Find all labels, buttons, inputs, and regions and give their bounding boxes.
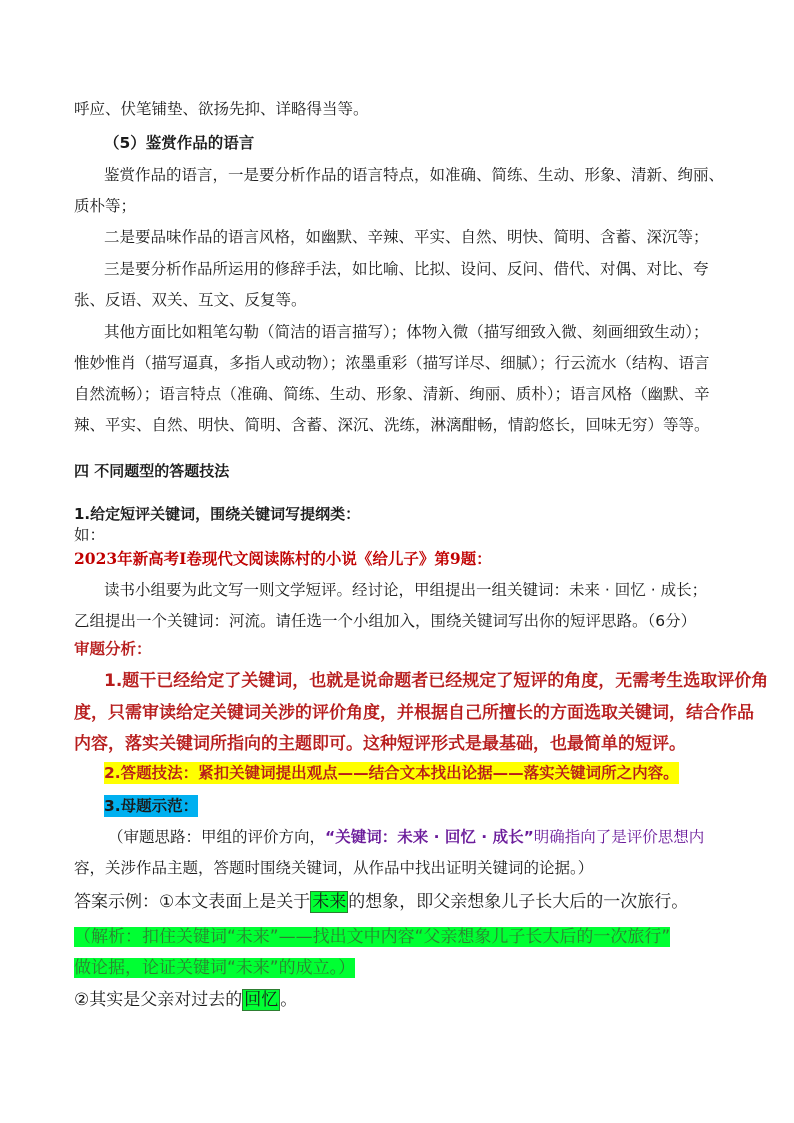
section-heading: 四 不同题型的答题技法 [74, 462, 230, 480]
analysis-label: 审题分析： [74, 640, 152, 658]
paragraph-line: 张、反语、双关、互文、反复等。 [74, 291, 307, 309]
analysis-line: 1.题干已经给定了关键词，也就是说命题者已经规定了短评的角度，无需考生选取评价角 [104, 671, 769, 691]
subheading-language: （5）鉴赏作品的语言 [104, 134, 255, 152]
analysis-line: 内容，落实关键词所指向的主题即可。这种短评形式是最基础，也最简单的短评。 [74, 734, 686, 754]
answer-line: 答案示例：①本文表面上是关于 未来 的想象，即父亲想象儿子长大后的一次旅行。 [74, 892, 689, 912]
paragraph-line: 其他方面比如粗笔勾勒（简洁的语言描写）；体物入微（描写细致入微、刻画细致生动）； [104, 323, 709, 341]
paragraph-line: 呼应、伏笔铺垫、欲扬先抑、详略得当等。 [74, 100, 369, 118]
model-label: 3.母题示范： [104, 797, 199, 815]
paragraph-line: 三是要分析作品所运用的修辞手法，如比喻、比拟、设问、反问、借代、对偶、对比、夸 [104, 260, 709, 278]
keyword-phrase: “关键词：未来 · 回忆 · 成长” [325, 828, 534, 846]
technique-line: 2.答题技法：紧扣关键词提出观点——结合文本找出论据——落实关键词所之内容。 [104, 764, 679, 782]
paragraph-line: 质朴等； [74, 197, 137, 215]
question-line: 乙组提出一个关键词：河流。请任选一个小组加入，围绕关键词写出你的短评思路。（6分） [74, 612, 697, 630]
keyword-highlight: 回忆 [244, 990, 279, 1010]
answer-line: ②其实是父亲对过去的 回忆 。 [74, 990, 298, 1010]
paragraph-line: 自然流畅）；语言特点（准确、简练、生动、形象、清新、绚丽、质朴）；语言风格（幽默、辛 [74, 385, 710, 403]
paragraph-line: 二是要品味作品的语言风格，如幽默、辛辣、平实、自然、明快、简明、含蓄、深沉等； [104, 228, 709, 246]
reasoning-line: （审题思路：甲组的评价方向，“关键词：未来 · 回忆 · 成长”明确指向了是评价思想内 [108, 828, 705, 846]
paragraph-line: 鉴赏作品的语言，一是要分析作品的语言特点，如准确、简练、生动、形象、清新、绚丽、 [104, 166, 725, 184]
example-label: 如： [74, 526, 106, 544]
exam-source: 2023年新高考Ⅰ卷现代文阅读陈村的小说《给儿子》第9题： [74, 549, 492, 568]
paragraph-line: 惟妙惟肖（描写逼真，多指人或动物）；浓墨重彩（描写详尽、细腻）；行云流水（结构、语言 [74, 354, 710, 372]
explanation-line: 做论据，论证关键词“未来”的成立。） [74, 958, 356, 978]
keyword-highlight: 未来 [312, 892, 347, 912]
subsection-heading: 1.给定短评关键词，围绕关键词写提纲类： [74, 505, 361, 523]
explanation-line: （解析：扣住关键词“未来”——找出文中内容“父亲想象儿子长大后的一次旅行” [74, 927, 671, 947]
reasoning-line: 容，关涉作品主题，答题时围绕关键词，从作品中找出证明关键词的论据。） [74, 859, 594, 877]
analysis-line: 度，只需审读给定关键词关涉的评价角度，并根据自己所擅长的方面选取关键词，结合作品 [74, 703, 754, 723]
paragraph-line: 辣、平实、自然、明快、简明、含蓄、深沉、洗练，淋漓酣畅，情韵悠长，回味无穷）等等。 [74, 416, 710, 434]
question-line: 读书小组要为此文写一则文学短评。经讨论，甲组提出一组关键词：未来 · 回忆 · 成长； [104, 581, 708, 599]
